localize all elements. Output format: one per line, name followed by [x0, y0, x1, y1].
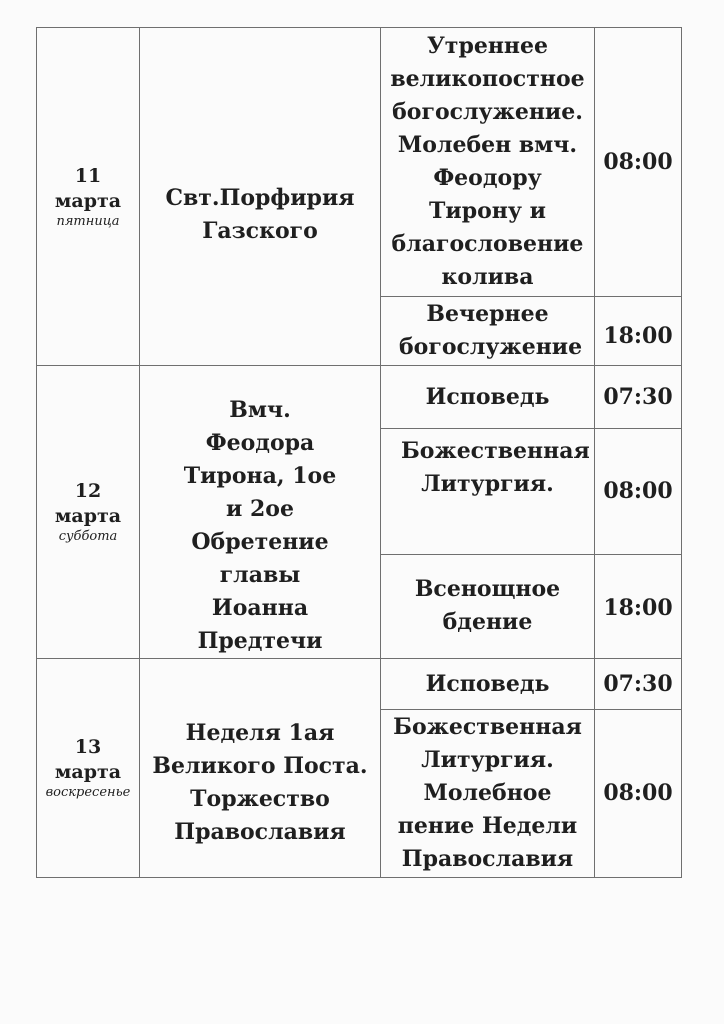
schedule-table [36, 27, 682, 878]
day-weekday: воскресенье [45, 785, 131, 800]
saint-cell [140, 659, 381, 878]
time-cell: 07:30 [595, 659, 682, 710]
service-cell: Исповедь [381, 659, 595, 710]
day-number: 13 [74, 736, 102, 758]
day-month: марта [54, 761, 122, 783]
time-cell: 08:00 [595, 28, 682, 297]
service-cell: Божественная Литургия. [381, 429, 595, 554]
saint-cell [140, 28, 381, 366]
saint-text: Свт.Порфирия Газского [165, 184, 355, 244]
time-cell: 18:00 [595, 297, 682, 366]
table-row [37, 366, 682, 429]
time-cell: 08:00 [595, 429, 682, 554]
time-cell: 18:00 [595, 554, 682, 658]
date-cell [37, 366, 140, 659]
time-cell: 07:30 [595, 366, 682, 429]
day-month: марта [54, 505, 122, 527]
day-number: 12 [74, 480, 102, 502]
service-cell: Вечернее богослужение [381, 297, 595, 366]
saint-cell [140, 366, 381, 659]
time-cell: 08:00 [595, 710, 682, 878]
day-month: марта [54, 189, 122, 212]
table-row [37, 28, 682, 297]
service-cell: Божественная Литургия. Молебное пение Недели Православия [381, 710, 595, 878]
service-cell: Всенощное бдение [381, 554, 595, 658]
day-number: 11 [74, 164, 102, 187]
service-cell: Утреннее великопостное богослужение. Молебен вмч. Феодору Тирону и благословение колива [381, 28, 595, 297]
service-cell: Исповедь [381, 366, 595, 429]
day-weekday: суббота [58, 529, 118, 544]
date-cell [37, 28, 140, 366]
day-weekday: пятница [56, 213, 120, 229]
date-cell [37, 659, 140, 878]
saint-text: Вмч. Феодора Тирона, 1ое и 2ое Обретение главы Иоанна Предтечи [183, 397, 337, 654]
table-row [37, 659, 682, 710]
saint-text: Неделя 1ая Великого Поста. Торжество Православия [152, 720, 368, 845]
